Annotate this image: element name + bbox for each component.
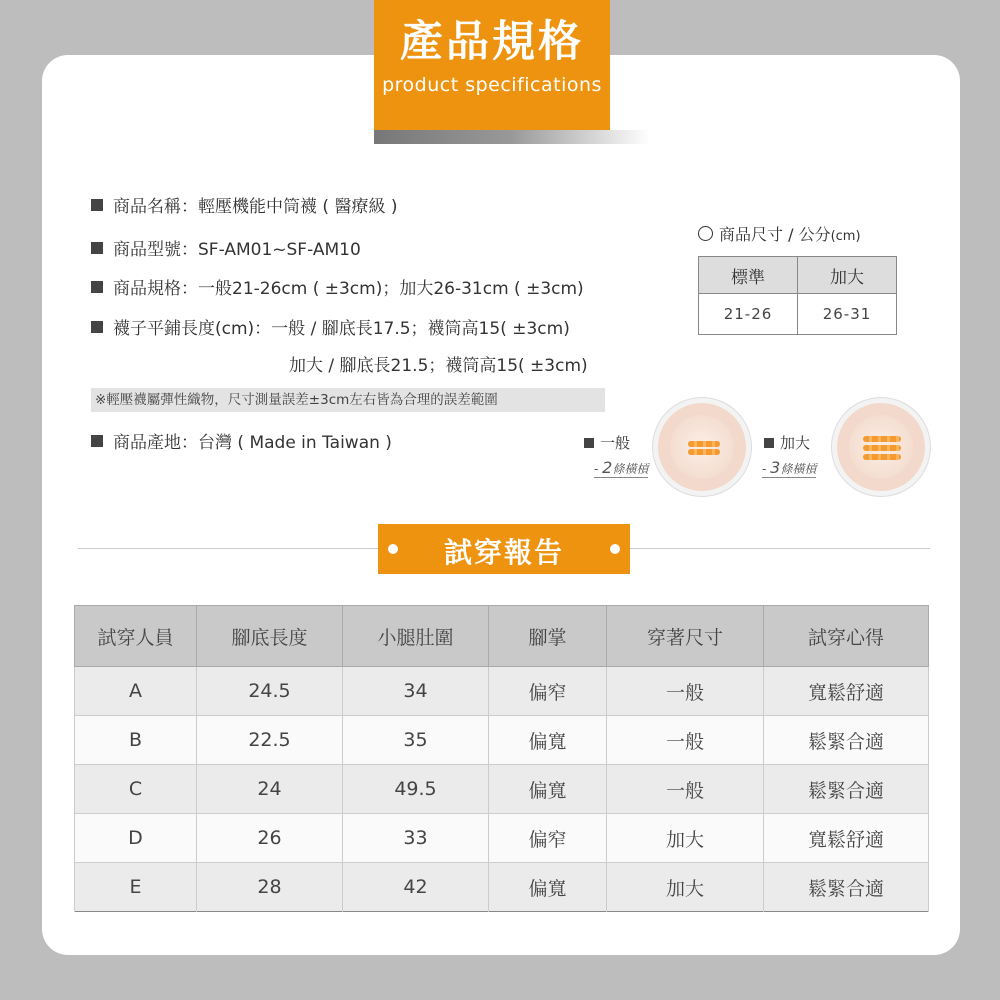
report-header-cell: 試穿人員 (75, 606, 197, 667)
large-stripe-text: 條橫槓 (780, 462, 817, 476)
table-cell: 鬆緊合適 (764, 863, 929, 912)
table-cell: 28 (197, 863, 343, 912)
square-bullet-icon (91, 199, 103, 211)
size-unit: (cm) (830, 229, 861, 244)
regular-stripe-text: 條橫槓 (612, 462, 649, 476)
sock-large-text: 加大 (780, 434, 811, 452)
report-header-row (75, 606, 929, 667)
stripe-mark (688, 441, 720, 447)
table-cell: C (75, 765, 197, 814)
report-header-cell: 試穿心得 (764, 606, 929, 667)
square-bullet-icon (764, 438, 774, 448)
spec-size-text: 商品規格：一般21-26cm ( ±3cm)；加大26-31cm ( ±3cm) (113, 279, 584, 299)
table-cell: 鬆緊合適 (764, 716, 929, 765)
size-table (698, 256, 897, 335)
spec-origin-text: 商品產地：台灣 ( Made in Taiwan ) (113, 433, 392, 453)
square-bullet-icon (91, 281, 103, 293)
stripe-mark (863, 445, 901, 451)
sock-regular-stripes: - 2條橫槓 (594, 458, 649, 477)
regular-stripe-count: 2 (602, 458, 613, 477)
spec-name (91, 192, 397, 217)
table-row (75, 814, 929, 863)
circle-icon (698, 226, 713, 241)
stripe-mark (688, 449, 720, 455)
page-title: 產品規格 (400, 17, 584, 67)
banner-shadow (374, 130, 650, 144)
spec-size (91, 274, 584, 299)
report-table (74, 605, 929, 912)
table-cell: D (75, 814, 197, 863)
table-cell: 26 (197, 814, 343, 863)
table-cell: B (75, 716, 197, 765)
size-value-large: 26-31 (798, 294, 897, 335)
page-subtitle: product specifications (382, 74, 602, 96)
table-cell: 42 (343, 863, 489, 912)
size-title-text: 商品尺寸 / 公分 (719, 225, 831, 244)
measurement-note: ※輕壓襪屬彈性織物，尺寸測量誤差±3cm左右皆為合理的誤差範圍 (91, 388, 605, 412)
sock-large-stripes: - 3條橫槓 (762, 458, 817, 477)
table-cell: 偏寬 (489, 716, 607, 765)
dot-icon (610, 544, 620, 554)
report-title: 試穿報告 (443, 536, 564, 569)
table-cell: 24 (197, 765, 343, 814)
sock-regular-image (653, 398, 751, 496)
large-stripe-count: 3 (770, 458, 781, 477)
title-banner (374, 0, 610, 130)
table-cell: 偏窄 (489, 667, 607, 716)
size-table-title (698, 222, 861, 245)
report-banner (378, 524, 630, 574)
table-cell: 一般 (607, 716, 764, 765)
table-cell: 加大 (607, 814, 764, 863)
square-bullet-icon (91, 435, 103, 447)
table-cell: 49.5 (343, 765, 489, 814)
table-cell: 偏窄 (489, 814, 607, 863)
sock-large-label (764, 432, 810, 453)
spec-name-text: 商品名稱：輕壓機能中筒襪 ( 醫療級 ) (113, 197, 398, 217)
table-cell: 34 (343, 667, 489, 716)
square-bullet-icon (584, 438, 594, 448)
sock-large-image (832, 398, 930, 496)
square-bullet-icon (91, 242, 103, 254)
spec-length-regular-text: 襪子平鋪長度(cm)：一般 / 腳底長17.5；襪筒高15( ±3cm) (113, 319, 570, 339)
table-cell: 寬鬆舒適 (764, 814, 929, 863)
table-row (75, 863, 929, 912)
spec-model-text: 商品型號：SF-AM01~SF-AM10 (113, 240, 361, 260)
table-cell: 寬鬆舒適 (764, 667, 929, 716)
report-header-cell: 腳底長度 (197, 606, 343, 667)
spec-length-large: 加大 / 腳底長21.5；襪筒高15( ±3cm) (289, 356, 588, 376)
square-bullet-icon (91, 321, 103, 333)
size-header-standard: 標準 (699, 257, 798, 294)
sock-fabric (670, 415, 734, 479)
table-cell: 22.5 (197, 716, 343, 765)
sock-regular-label (584, 432, 630, 453)
table-cell: 偏寬 (489, 765, 607, 814)
table-cell: 一般 (607, 667, 764, 716)
size-header-large: 加大 (798, 257, 897, 294)
sock-regular-text: 一般 (600, 434, 631, 452)
table-cell: 加大 (607, 863, 764, 912)
spec-length-regular (91, 314, 570, 339)
table-cell: 一般 (607, 765, 764, 814)
table-cell: 24.5 (197, 667, 343, 716)
spec-model (91, 235, 361, 260)
table-row (75, 765, 929, 814)
table-cell: 35 (343, 716, 489, 765)
table-row (75, 716, 929, 765)
stripe-mark (863, 436, 901, 442)
report-header-cell: 腳掌 (489, 606, 607, 667)
report-header-cell: 穿著尺寸 (607, 606, 764, 667)
size-value-standard: 21-26 (699, 294, 798, 335)
table-cell: A (75, 667, 197, 716)
spec-origin (91, 428, 392, 453)
table-cell: 偏寬 (489, 863, 607, 912)
stripe-mark (863, 454, 901, 460)
table-cell: 鬆緊合適 (764, 765, 929, 814)
report-header-cell: 小腿肚圍 (343, 606, 489, 667)
table-cell: E (75, 863, 197, 912)
table-row (75, 667, 929, 716)
table-cell: 33 (343, 814, 489, 863)
